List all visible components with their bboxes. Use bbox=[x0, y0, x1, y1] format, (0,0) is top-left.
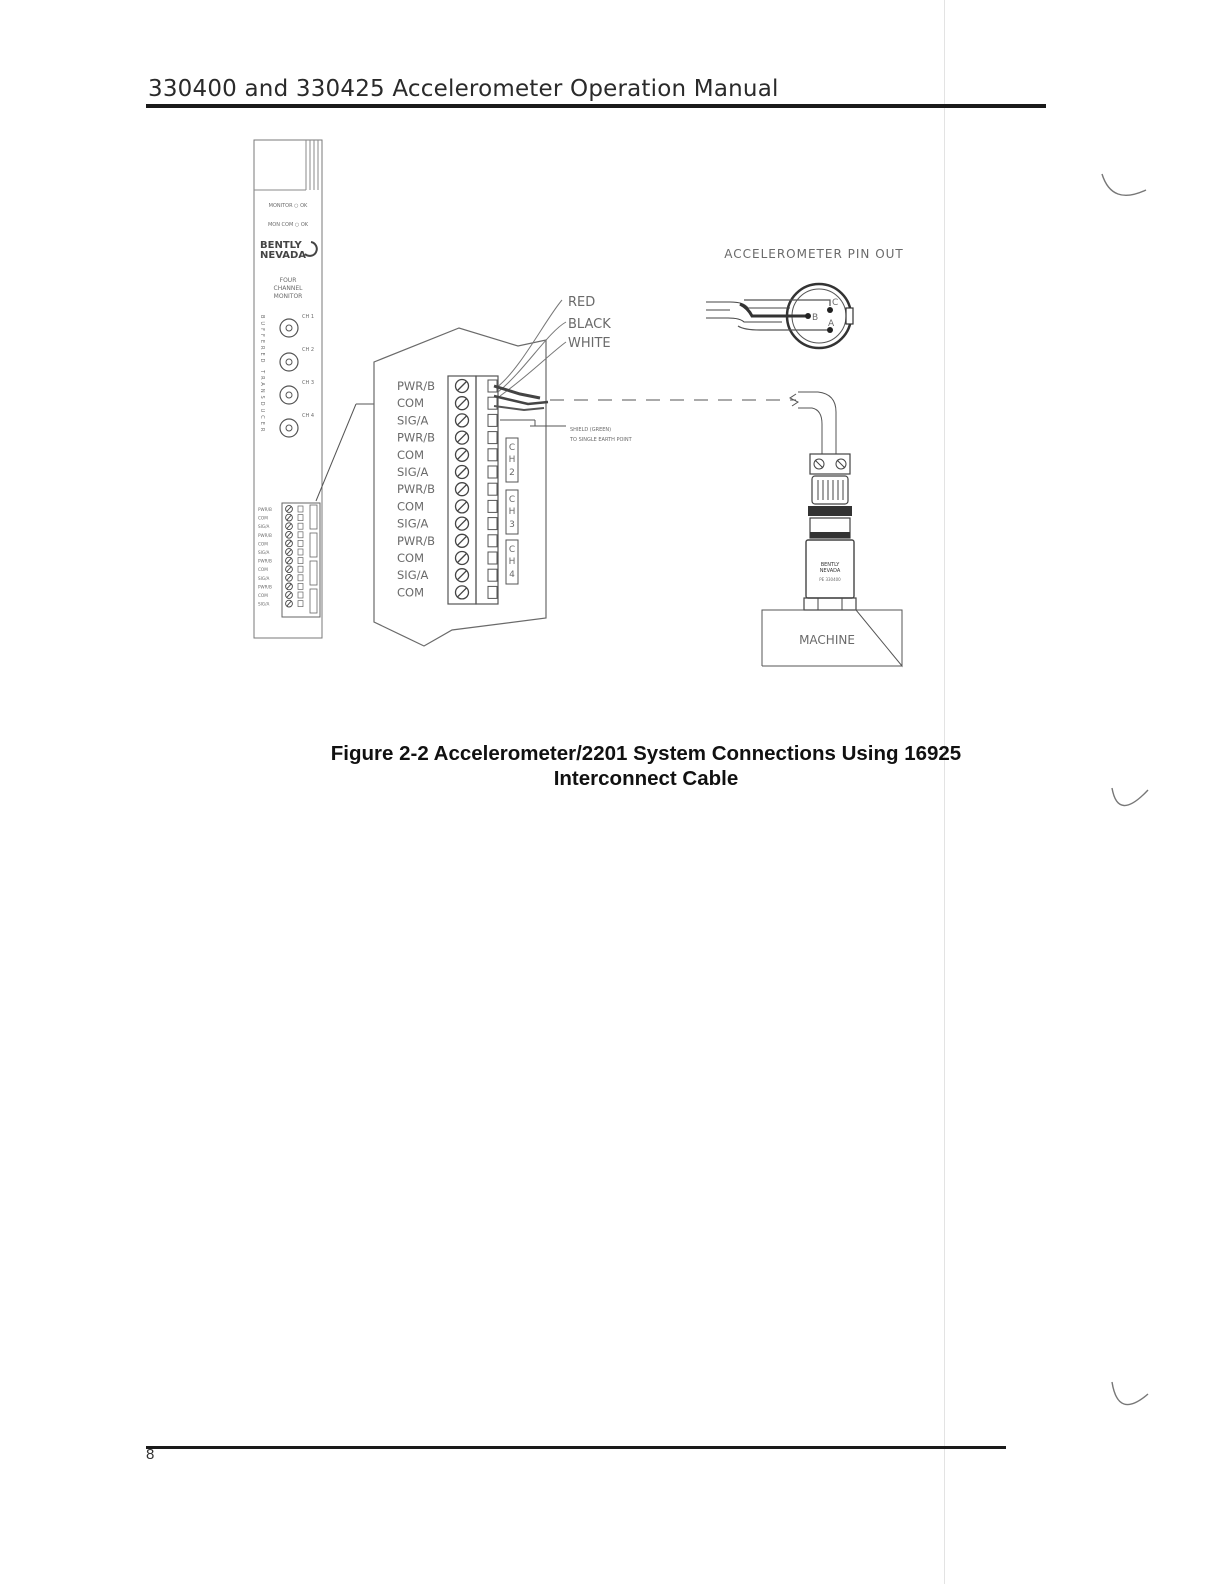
small-channel-box bbox=[310, 533, 317, 557]
machine-box bbox=[762, 610, 902, 666]
accelerometer-pinout bbox=[706, 247, 904, 348]
pinout-title: ACCELEROMETER PIN OUT bbox=[724, 247, 904, 261]
terminal-label: SIG/A bbox=[397, 568, 429, 583]
ch1-label: CH 1 bbox=[302, 314, 315, 320]
terminal-label: PWR/B bbox=[397, 430, 436, 445]
wire-black-label: BLACK bbox=[568, 317, 611, 332]
channel-group-mid: H bbox=[508, 557, 516, 567]
pin-b-label: B bbox=[812, 313, 819, 323]
shield-note-1: SHIELD (GREEN) bbox=[570, 427, 612, 433]
small-terminal-screws bbox=[286, 505, 317, 613]
monitor-com-status: MON COM ○ OK bbox=[267, 222, 309, 228]
shield-note-2: TO SINGLE EARTH POINT bbox=[570, 437, 632, 443]
small-terminal-label: SIG/A bbox=[258, 550, 270, 555]
page-header-title: 330400 and 330425 Accelerometer Operation Manual bbox=[148, 76, 779, 102]
terminal-screw bbox=[456, 552, 469, 565]
binder-ring-marks bbox=[1098, 170, 1158, 1430]
small-terminal-screw bbox=[286, 506, 303, 513]
terminal-label: PWR/B bbox=[397, 379, 436, 393]
terminal-block-detail bbox=[374, 328, 546, 646]
small-channel-box bbox=[310, 589, 317, 613]
terminal-labels bbox=[397, 379, 435, 599]
terminal-label: COM bbox=[397, 396, 425, 411]
channel-groups bbox=[506, 438, 518, 584]
terminal-label: COM bbox=[397, 447, 425, 462]
wire-red-label: RED bbox=[568, 295, 596, 310]
terminal-slot bbox=[488, 466, 497, 478]
monitor-title-3: MONITOR bbox=[273, 293, 303, 300]
channel-group-label bbox=[506, 438, 518, 482]
terminal-screw bbox=[456, 431, 469, 444]
terminal-slot bbox=[488, 414, 497, 426]
small-terminal-label: PWR/B bbox=[258, 584, 272, 590]
bently-nevada-logo bbox=[260, 240, 317, 261]
terminal-label: PWR/B bbox=[397, 482, 436, 497]
channel-group-mid: H bbox=[508, 507, 516, 517]
binder-ring-3 bbox=[1112, 1382, 1148, 1405]
terminal-label: SIG/A bbox=[397, 413, 429, 428]
terminal-slots bbox=[488, 380, 497, 598]
terminal-slot bbox=[488, 552, 497, 564]
wire-white-label: WHITE bbox=[568, 336, 611, 351]
terminal-slot bbox=[488, 483, 497, 495]
small-terminal-label: PWR/B bbox=[258, 507, 272, 512]
binder-ring-2 bbox=[1112, 788, 1148, 806]
bnc-connectors bbox=[280, 319, 298, 437]
terminal-screw bbox=[456, 534, 469, 547]
terminal-screw bbox=[456, 586, 469, 599]
small-terminal-label: SIG/A bbox=[258, 601, 270, 607]
small-terminal-label: COM bbox=[258, 541, 268, 547]
small-channel-box bbox=[310, 561, 317, 585]
small-terminal-label: SIG/A bbox=[258, 524, 270, 530]
figure-caption bbox=[296, 741, 996, 791]
small-terminal-screw bbox=[286, 557, 303, 564]
small-terminal-screw bbox=[286, 592, 303, 599]
sensor-brand-1: BENTLY bbox=[820, 562, 840, 568]
small-channel-box bbox=[310, 505, 317, 529]
buffered-transducer-label: BUFFERED TRANSDUCER bbox=[259, 315, 265, 435]
terminal-slot bbox=[488, 586, 497, 598]
footer-rule bbox=[146, 1446, 1006, 1449]
terminal-screws bbox=[456, 380, 469, 599]
svg-text:BENTLY: BENTLY bbox=[260, 240, 302, 251]
channel-group-label bbox=[506, 490, 518, 534]
terminal-screw bbox=[456, 414, 469, 427]
small-terminal-screw bbox=[286, 514, 303, 521]
terminal-label: SIG/A bbox=[397, 465, 429, 479]
terminal-screw bbox=[456, 500, 469, 513]
small-terminal-screw bbox=[286, 549, 303, 556]
small-terminal-screw bbox=[286, 600, 303, 607]
terminal-screw bbox=[456, 397, 469, 410]
caption-line-2: Interconnect Cable bbox=[553, 767, 739, 790]
terminal-screw bbox=[456, 448, 469, 461]
terminal-slot bbox=[488, 535, 497, 547]
ch2-label: CH 2 bbox=[302, 347, 315, 353]
terminal-slot bbox=[488, 449, 497, 461]
terminal-screw bbox=[456, 466, 469, 479]
small-terminal-screw bbox=[286, 574, 303, 581]
terminal-screw bbox=[456, 517, 469, 530]
ch3-label: CH 3 bbox=[302, 380, 315, 386]
channel-group-mid: H bbox=[508, 455, 516, 465]
terminal-label: COM bbox=[397, 585, 425, 600]
terminal-label: PWR/B bbox=[397, 533, 436, 548]
terminal-screw bbox=[456, 380, 469, 393]
accelerometer-sensor bbox=[804, 454, 856, 610]
page-number: 8 bbox=[146, 1446, 155, 1463]
pin-c-label: C bbox=[832, 298, 839, 308]
channel-group-label bbox=[506, 540, 518, 584]
small-terminal-screw bbox=[286, 523, 303, 530]
small-terminal-label: PWR/B bbox=[258, 532, 272, 538]
small-terminal-screw bbox=[286, 531, 303, 538]
monitor-ok-status: MONITOR ○ OK bbox=[268, 203, 308, 209]
ch4-label: CH 4 bbox=[302, 413, 315, 419]
sensor-part: PE 330400 bbox=[819, 577, 841, 582]
small-terminal-label: COM bbox=[258, 567, 268, 573]
monitor-module bbox=[254, 140, 322, 638]
binder-ring-1 bbox=[1102, 174, 1146, 195]
small-terminal-screw bbox=[286, 566, 303, 573]
small-terminal-screw bbox=[286, 583, 303, 590]
terminal-slot bbox=[488, 569, 497, 581]
monitor-title-2: CHANNEL bbox=[273, 285, 303, 292]
channel-group-prefix: C bbox=[508, 443, 516, 453]
terminal-slot bbox=[488, 518, 497, 530]
channel-group-prefix: C bbox=[508, 545, 516, 555]
small-terminal-label: COM bbox=[258, 593, 268, 598]
small-terminal-screw bbox=[286, 540, 303, 547]
terminal-slot bbox=[488, 500, 497, 512]
channel-group-number: 4 bbox=[509, 570, 515, 580]
terminal-label: COM bbox=[397, 499, 425, 514]
terminal-screw bbox=[456, 569, 469, 582]
monitor-title-1: FOUR bbox=[279, 277, 297, 284]
pin-a-label: A bbox=[828, 319, 835, 329]
channel-group-prefix: C bbox=[508, 495, 516, 505]
terminal-label: SIG/A bbox=[397, 516, 429, 531]
cable-wires bbox=[494, 300, 566, 426]
sensor-brand-2: NEVADA bbox=[819, 568, 841, 574]
small-terminal-labels bbox=[258, 507, 272, 607]
terminal-screw bbox=[456, 483, 469, 496]
small-terminal-label: SIG/A bbox=[258, 575, 270, 581]
channel-group-number: 3 bbox=[509, 520, 515, 530]
small-terminal-label: PWR/B bbox=[258, 558, 272, 564]
terminal-label: COM bbox=[397, 551, 425, 565]
channel-group-number: 2 bbox=[509, 468, 515, 478]
terminal-slot bbox=[488, 432, 497, 444]
svg-text:NEVADA: NEVADA bbox=[260, 250, 307, 261]
terminal-slot bbox=[488, 397, 497, 409]
small-terminal-label: COM bbox=[258, 515, 268, 521]
caption-line-1: Figure 2-2 Accelerometer/2201 System Connections Using 16925 bbox=[330, 742, 962, 765]
machine-label: MACHINE bbox=[799, 633, 855, 647]
